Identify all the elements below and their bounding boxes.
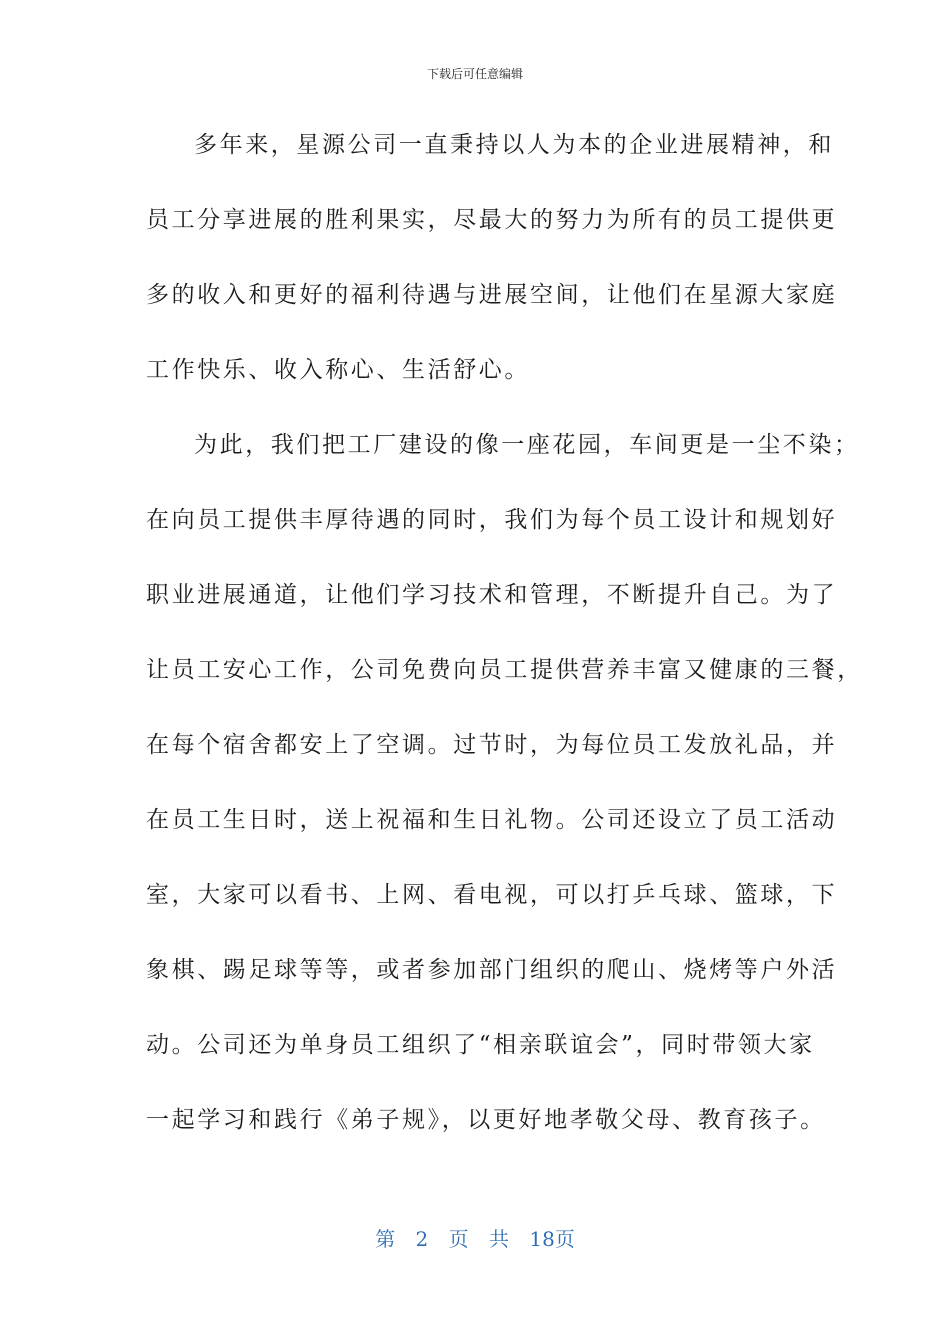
text-line: 职业进展通道，让他们学习技术和管理，不断提升自己。为了: [146, 582, 838, 608]
page-total-prefix: 共: [489, 1227, 509, 1251]
page-total: 18: [529, 1227, 555, 1251]
text-line: 象棋、踢足球等等，或者参加部门组织的爬山、烧烤等户外活: [146, 957, 838, 983]
text-line: 室，大家可以看书、上网、看电视，可以打乒乓球、篮球，下: [146, 882, 838, 908]
page-suffix: 页: [554, 1227, 575, 1251]
text-line: 为此，我们把工厂建设的像一座花园，车间更是一尘不染；: [194, 432, 860, 458]
text-line: 在每个宿舍都安上了空调。过节时，为每位员工发放礼品，并: [146, 732, 838, 758]
page-prefix: 第: [375, 1227, 396, 1251]
paragraph-2: [146, 424, 863, 1174]
text-line: 工作快乐、收入称心、生活舒心。: [146, 357, 530, 383]
paragraph-1: [146, 124, 838, 424]
text-line: 在向员工提供丰厚待遇的同时，我们为每个员工设计和规划好: [146, 507, 838, 533]
document-body: [146, 124, 863, 1174]
page-number-footer: [0, 1226, 950, 1252]
text-line: 动。公司还为单身员工组织了“相亲联谊会”，同时带领大家: [146, 1032, 815, 1058]
page-header-note: 下载后可任意编辑: [426, 67, 523, 81]
text-line: 一起学习和践行《弟子规》，以更好地孝敬父母、教育孩子。: [146, 1107, 826, 1133]
page-current: 2: [415, 1227, 429, 1251]
text-line: 多年来，星源公司一直秉持以人为本的企业进展精神，和: [194, 132, 834, 158]
text-line: 多的收入和更好的福利待遇与进展空间，让他们在星源大家庭: [146, 282, 838, 308]
text-line: 让员工安心工作，公司免费向员工提供营养丰富又健康的三餐，: [146, 657, 863, 683]
text-line: 在员工生日时，送上祝福和生日礼物。公司还设立了员工活动: [146, 807, 838, 833]
page-mid: 页: [448, 1227, 469, 1251]
text-line: 员工分享进展的胜利果实，尽最大的努力为所有的员工提供更: [146, 207, 838, 233]
